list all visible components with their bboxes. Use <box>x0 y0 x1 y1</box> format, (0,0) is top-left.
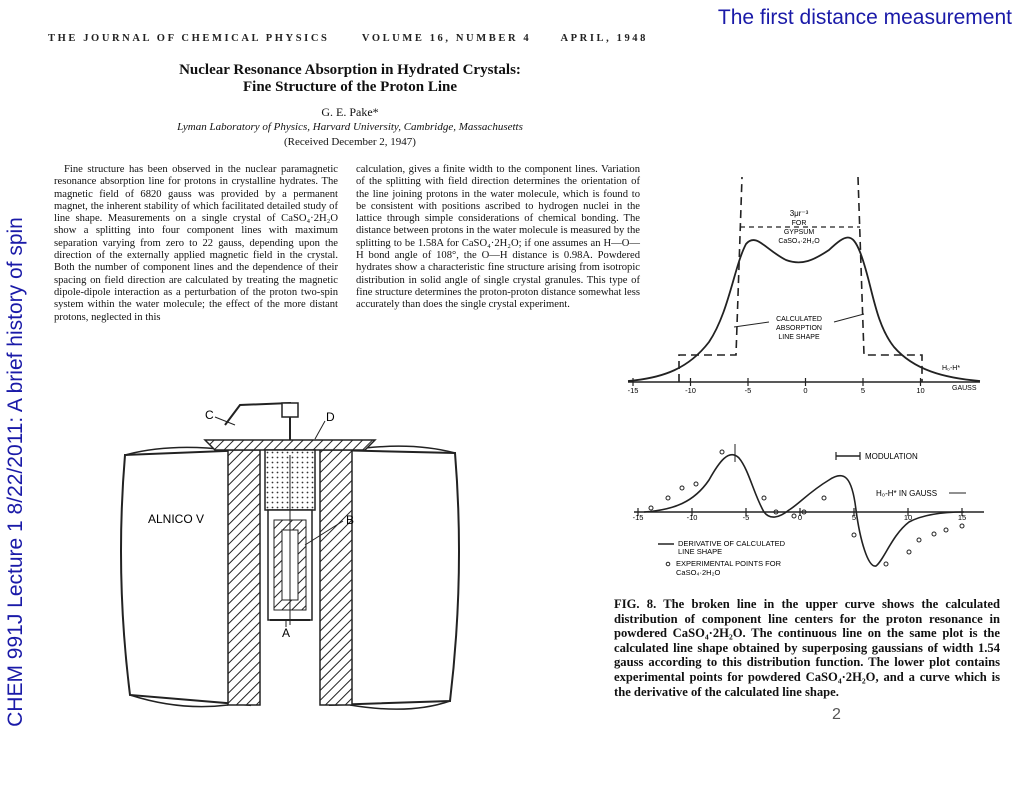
abstract-right-column: calculation, gives a finite width to the component lines. Variation of the splitting with field direction determines the orientation of the line joining protons in the water molecule, which is found to be consistent with positions ascribed to hydrogen nuclei in the lattice through simple considerations of chemical bonding. The distance between protons in the water molecule is measured by the splitting to be 1.58A for CaSO₄·2H₂O; if one assumes an H—O—H bond angle of 108°, the O—H distance is 0.98A. Powdered hydrates show a characteristic fine structure arising from isotropic distribution in solid angle of single crystal granules. This type of fine structure determines the proton-proton distance somewhat less accurately than does the single crystal experiment. <box>356 164 640 311</box>
curve-label-2: ABSORPTION <box>776 325 822 332</box>
upper-unit-label: GAUSS <box>952 385 977 392</box>
journal-header <box>48 33 648 44</box>
tick-label: -10 <box>685 386 696 395</box>
curve-label-3: LINE SHAPE <box>778 334 820 341</box>
tick-label: 0 <box>797 513 803 522</box>
tick-label: 5 <box>851 513 857 522</box>
slide-title: The first distance measurement <box>717 6 1012 29</box>
connector-c <box>225 403 290 440</box>
tick-label: 0 <box>803 386 808 395</box>
tick-label: -15 <box>627 386 639 395</box>
label-b: B <box>346 513 355 527</box>
legend-points-label-1: EXPERIMENTAL POINTS FOR <box>676 559 782 568</box>
tick-label: -10 <box>686 513 698 522</box>
absorption-line-plot <box>624 172 1004 397</box>
lower-x-ticks <box>633 508 967 522</box>
journal-name: THE JOURNAL OF CHEMICAL PHYSICS <box>48 33 330 44</box>
upper-x-ticks <box>628 378 925 395</box>
slide-number: 2 <box>832 706 841 723</box>
legend-line-label-2: LINE SHAPE <box>678 547 723 556</box>
magnet-right-pole <box>320 446 459 709</box>
journal-date: APRIL, 1948 <box>560 33 648 44</box>
label-a: A <box>282 626 291 640</box>
side-caption: CHEM 991J Lecture 1 8/22/2011: A brief history of spin <box>4 217 27 727</box>
paper-received: (Received December 2, 1947) <box>284 136 416 148</box>
paper-affiliation: Lyman Laboratory of Physics, Harvard University, Cambridge, Massachusetts <box>177 121 523 133</box>
upper-annotation-2: FOR <box>791 220 807 227</box>
paper-title-line1: Nuclear Resonance Absorption in Hydrated Crystals: <box>179 62 521 78</box>
tick-label: -15 <box>632 513 644 522</box>
tick-label: 10 <box>916 386 925 395</box>
tick-label: -5 <box>742 513 750 522</box>
upper-axis-label: H₀-H* <box>942 365 961 372</box>
label-d: D <box>326 410 335 424</box>
tick-label: 15 <box>957 513 967 522</box>
top-plate-d <box>205 440 375 450</box>
distribution-broken-line <box>679 177 922 382</box>
tick-label: 10 <box>903 513 913 522</box>
tick-label: 5 <box>860 386 866 395</box>
legend-points-label-2: CaSO₄·2H₂O <box>676 568 721 577</box>
paper-author: G. E. Pake* <box>321 105 379 119</box>
legend-point-sample <box>666 562 670 566</box>
upper-annotation-4: CaSO₄·2H₂O <box>778 238 820 245</box>
label-c: C <box>205 408 214 422</box>
sample-probe <box>265 450 315 625</box>
upper-annotation-3: GYPSUM <box>783 229 815 236</box>
magnet-label: ALNICO V <box>148 512 205 526</box>
journal-volume: VOLUME 16, NUMBER 4 <box>361 33 532 44</box>
derivative-plot <box>624 440 1004 590</box>
paper-title-line2: Fine Structure of the Proton Line <box>242 79 457 95</box>
figure-caption: FIG. 8. The broken line in the upper curve shows the calculated distribution of component line centers for the proton resonance in powdered CaSO₄·2H₂O. The continuous line on the same plot is the calculated line shape obtained by superposing gaussians of width 1.54 gauss according to this distribution function. The lower plot contains experimental points for powdered CaSO₄·2H₂O, and a curve which is the derivative of the calculated line shape. <box>614 597 1000 699</box>
abstract-left-column: Fine structure has been observed in the nuclear paramagnetic resonance absorption line for protons in crystalline hydrates. The magnetic field of 6820 gauss was provided by a permanent magnet, the inherent stability of which facilitated detailed study of line shape. Measurements on a single crystal of CaSO₄·2H₂O show a splitting into four component lines with maximum separation varying from zero to 22 gauss, depending upon the direction of the externally applied magnetic field in the crystal. Both the number of component lines and the dependence of their spacing on field direction are calculated by treating the magnetic dipole-dipole interaction as a perturbation of the proton two-spin system within the water molecule; the effect of the more distant protons, neglected in this <box>54 164 338 323</box>
lower-axis-label: H₀-H* IN GAUSS <box>876 489 938 498</box>
legend-line-label-1: DERIVATIVE OF CALCULATED <box>678 539 786 548</box>
upper-annotation-1: 3μr⁻³ <box>789 209 809 218</box>
modulation-label: MODULATION <box>865 452 918 461</box>
paper-title <box>100 62 600 96</box>
curve-label-1: CALCULATED <box>776 316 822 323</box>
calculated-line-shape <box>628 238 980 382</box>
magnet-left-pole <box>121 447 260 706</box>
magnet-apparatus-figure <box>110 395 630 725</box>
tick-label: -5 <box>744 386 752 395</box>
